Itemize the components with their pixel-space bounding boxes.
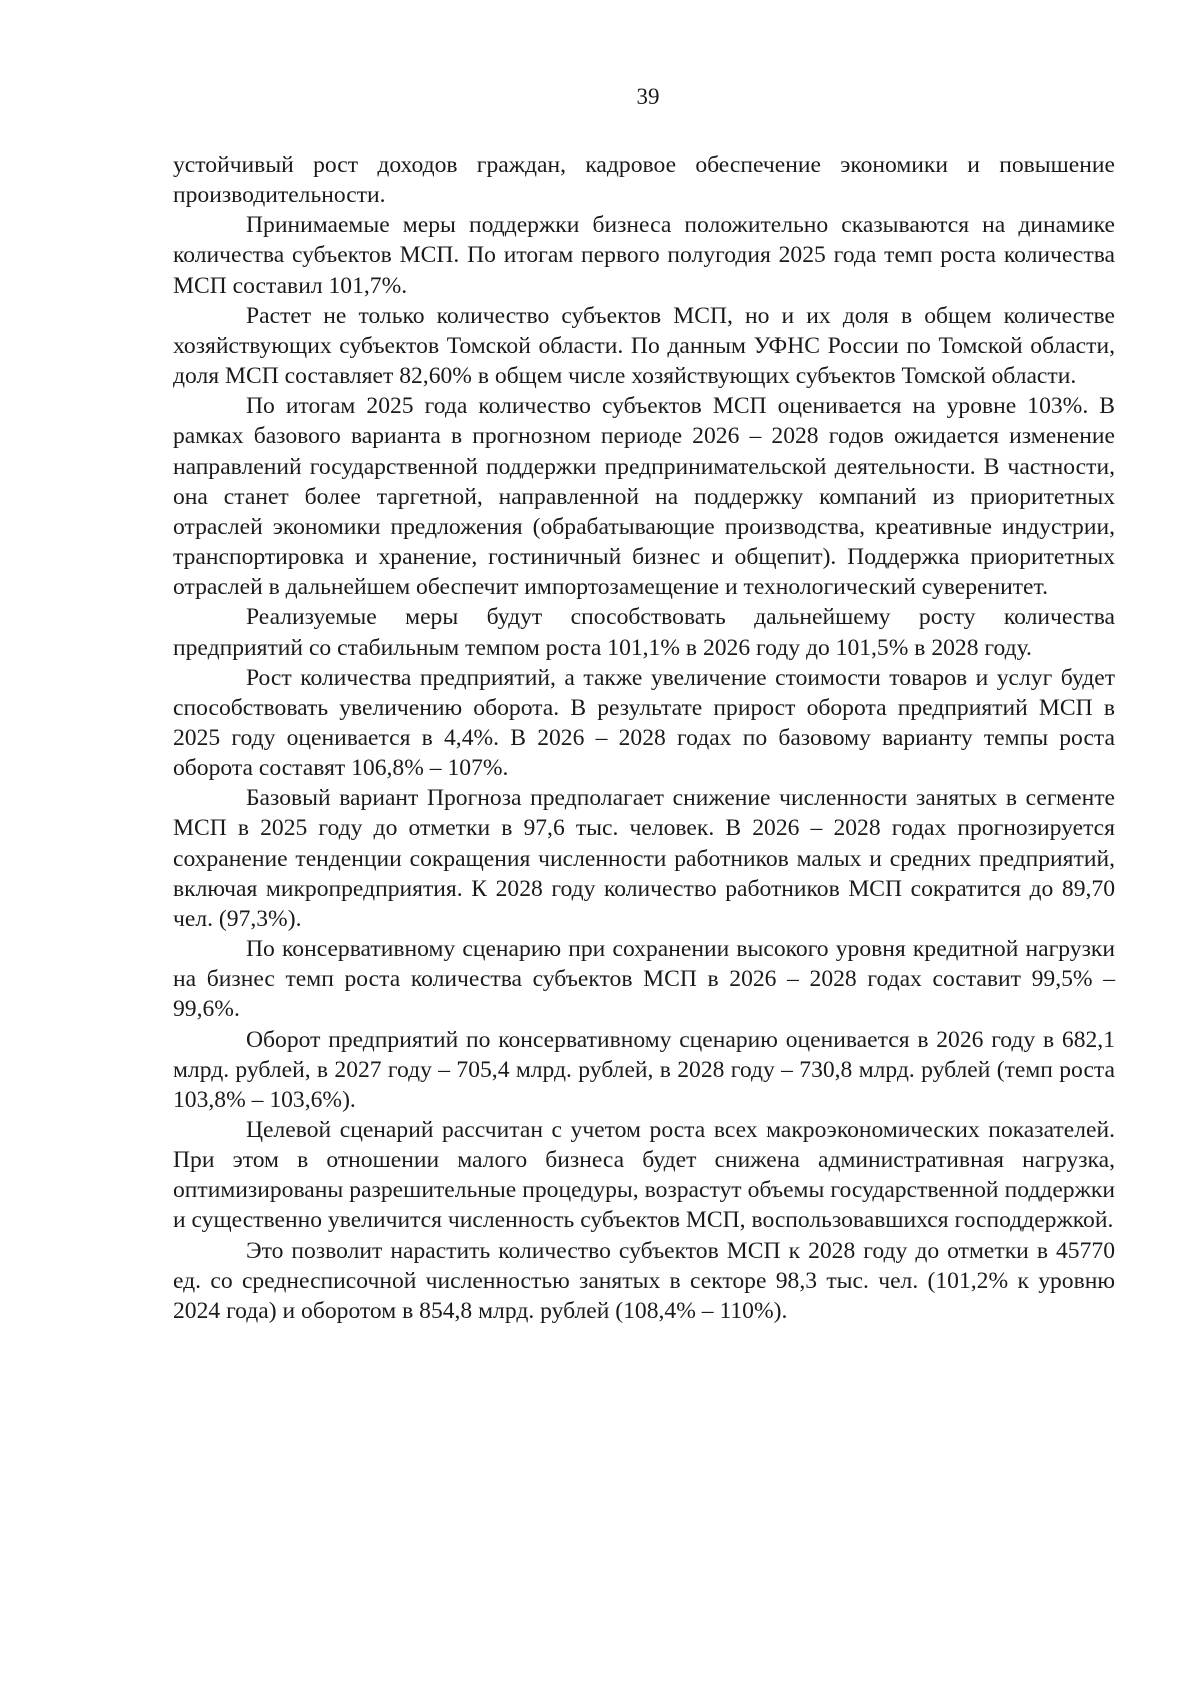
page-number: 39 [636, 84, 660, 109]
paragraph: По итогам 2025 года количество субъектов МСП оценивается на уровне 103%. В рамках базового варианта в прогнозном периоде 2026 – 2028 годов ожидается изменение направлений государственной поддержки предпринимательской деятельности. В частности, она станет более таргетной, направленной на поддержку компаний из приоритетных отраслей экономики предложения (обрабатывающие производства, креативные индустрии, транспортировка и хранение, гостиничный бизнес и общепит). Поддержка приоритетных отраслей в дальнейшем обеспечит импортозамещение и технологический суверенитет. [173, 393, 1115, 601]
paragraph: Базовый вариант Прогноза предполагает снижение численности занятых в сегменте МСП в 2025 году до отметки в 97,6 тыс. человек. В 2026 – 2028 годах прогнозируется сохранение тенденции сокращения численности работников малых и средних предприятий, включая микропредприятия. К 2028 году количество работников МСП сократится до 89,70 чел. (97,3%). [173, 785, 1115, 932]
paragraph: Рост количества предприятий, а также увеличение стоимости товаров и услуг будет способствовать увеличению оборота. В результате прирост оборота предприятий МСП в 2025 году оценивается в 4,4%. В 2026 – 2028 годах по базовому варианту темпы роста оборота составят 106,8% – 107%. [173, 664, 1115, 782]
paragraph: устойчивый рост доходов граждан, кадровое обеспечение экономики и повышение производительности. [173, 152, 1115, 209]
paragraph: Оборот предприятий по консервативному сценарию оценивается в 2026 году в 682,1 млрд. рублей, в 2027 году – 705,4 млрд. рублей, в 2028 году – 730,8 млрд. рублей (темп роста 103,8% – 103,6%). [173, 1026, 1115, 1113]
paragraph: Целевой сценарий рассчитан с учетом роста всех макроэкономических показателей. При этом в отношении малого бизнеса будет снижена административная нагрузка, оптимизированы разрешительные процедуры, возрастут объемы государственной поддержки и существенно увеличится численность субъектов МСП, воспользовавшихся господдержкой. [173, 1117, 1115, 1234]
paragraph: Растет не только количество субъектов МСП, но и их доля в общем количестве хозяйствующих субъектов Томской области. По данным УФНС России по Томской области, доля МСП составляет 82,60% в общем числе хозяйствующих субъектов Томской области. [173, 302, 1115, 390]
paragraph: Реализуемые меры будут способствовать дальнейшему росту количества предприятий со стабильным темпом роста 101,1% в 2026 году до 101,5% в 2028 году. [173, 604, 1115, 661]
paragraph: По консервативному сценарию при сохранении высокого уровня кредитной нагрузки на бизнес темп роста количества субъектов МСП в 2026 – 2028 годах составит 99,5% – 99,6%. [173, 936, 1115, 1023]
paragraph: Это позволит нарастить количество субъектов МСП к 2028 году до отметки в 45770 ед. со среднесписочной численностью занятых в секторе 98,3 тыс. чел. (101,2% к уровню 2024 года) и оборотом в 854,8 млрд. рублей (108,4% – 110%). [173, 1237, 1115, 1324]
document-page [173, 82, 1115, 1326]
paragraph: Принимаемые меры поддержки бизнеса положительно сказываются на динамике количества субъектов МСП. По итогам первого полугодия 2025 года темп роста количества МСП составил 101,7%. [173, 212, 1115, 299]
